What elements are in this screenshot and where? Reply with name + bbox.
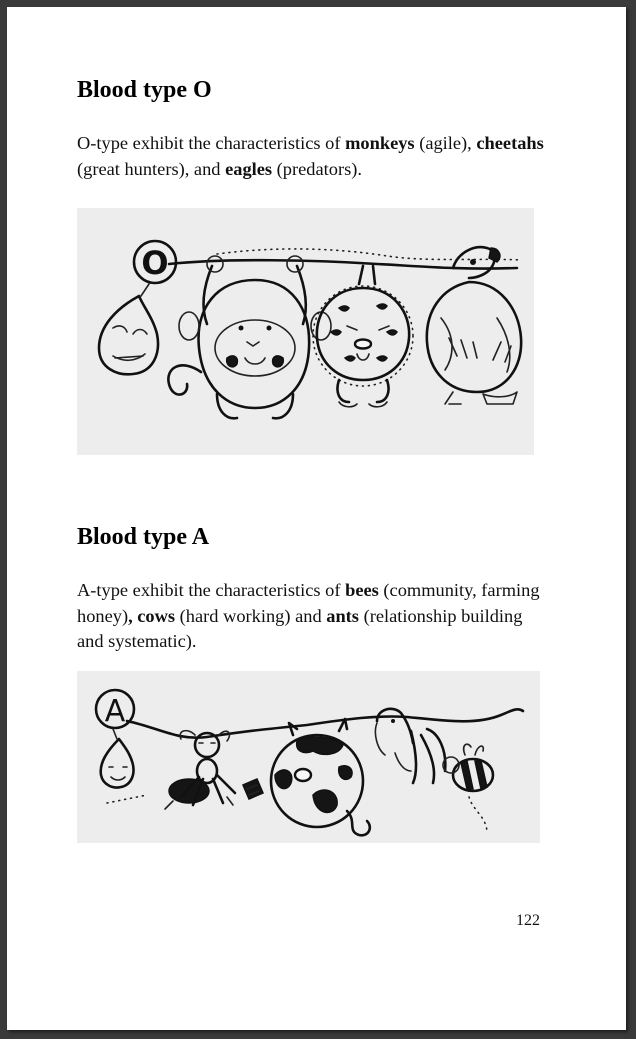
text-span: (great hunters), and xyxy=(77,158,226,179)
illustration-a-drawing xyxy=(77,671,540,843)
symbol-a-letter: A xyxy=(104,694,126,729)
text-span: (predators). xyxy=(272,158,362,179)
heading-blood-type-o: Blood type O xyxy=(77,77,212,103)
illustration-o-drawing xyxy=(77,208,534,455)
text-span: (community, farming honey) xyxy=(77,580,540,626)
document-page xyxy=(7,7,626,1030)
ant-icon xyxy=(165,731,235,809)
illustration-blood-type-o xyxy=(77,208,534,455)
text-span: (agile), xyxy=(414,133,477,153)
blood-drop-icon xyxy=(99,296,158,374)
symbol-a-icon xyxy=(96,690,134,739)
text-span: A-type exhibit the characteristics of xyxy=(77,580,346,600)
paragraph-blood-type-o xyxy=(77,131,547,182)
bold-term: monkeys xyxy=(345,133,415,153)
branch-icon xyxy=(169,260,517,268)
bold-term: bees xyxy=(345,580,379,600)
text-span: (relationship building and systematic). xyxy=(77,605,523,651)
illustration-blood-type-a xyxy=(77,671,540,843)
symbol-o-icon xyxy=(134,241,176,296)
monkey-icon xyxy=(168,256,331,418)
heading-blood-type-a: Blood type A xyxy=(77,524,210,550)
text-span: (hard working) and xyxy=(175,605,327,626)
bee-icon xyxy=(443,744,493,833)
vine-icon xyxy=(127,709,523,737)
eagle-icon xyxy=(427,247,521,404)
cow-icon xyxy=(243,719,370,835)
bold-term: , cows xyxy=(128,605,176,626)
blood-drop-icon xyxy=(101,739,134,788)
bold-term: ants xyxy=(326,605,359,626)
text-span: O-type exhibit the characteristics of xyxy=(77,133,346,153)
bold-term: cheetahs xyxy=(476,133,544,153)
symbol-o-letter: O xyxy=(141,244,169,282)
page-number: 122 xyxy=(516,912,540,929)
paragraph-blood-type-a xyxy=(77,578,547,655)
bold-term: eagles xyxy=(225,158,273,179)
